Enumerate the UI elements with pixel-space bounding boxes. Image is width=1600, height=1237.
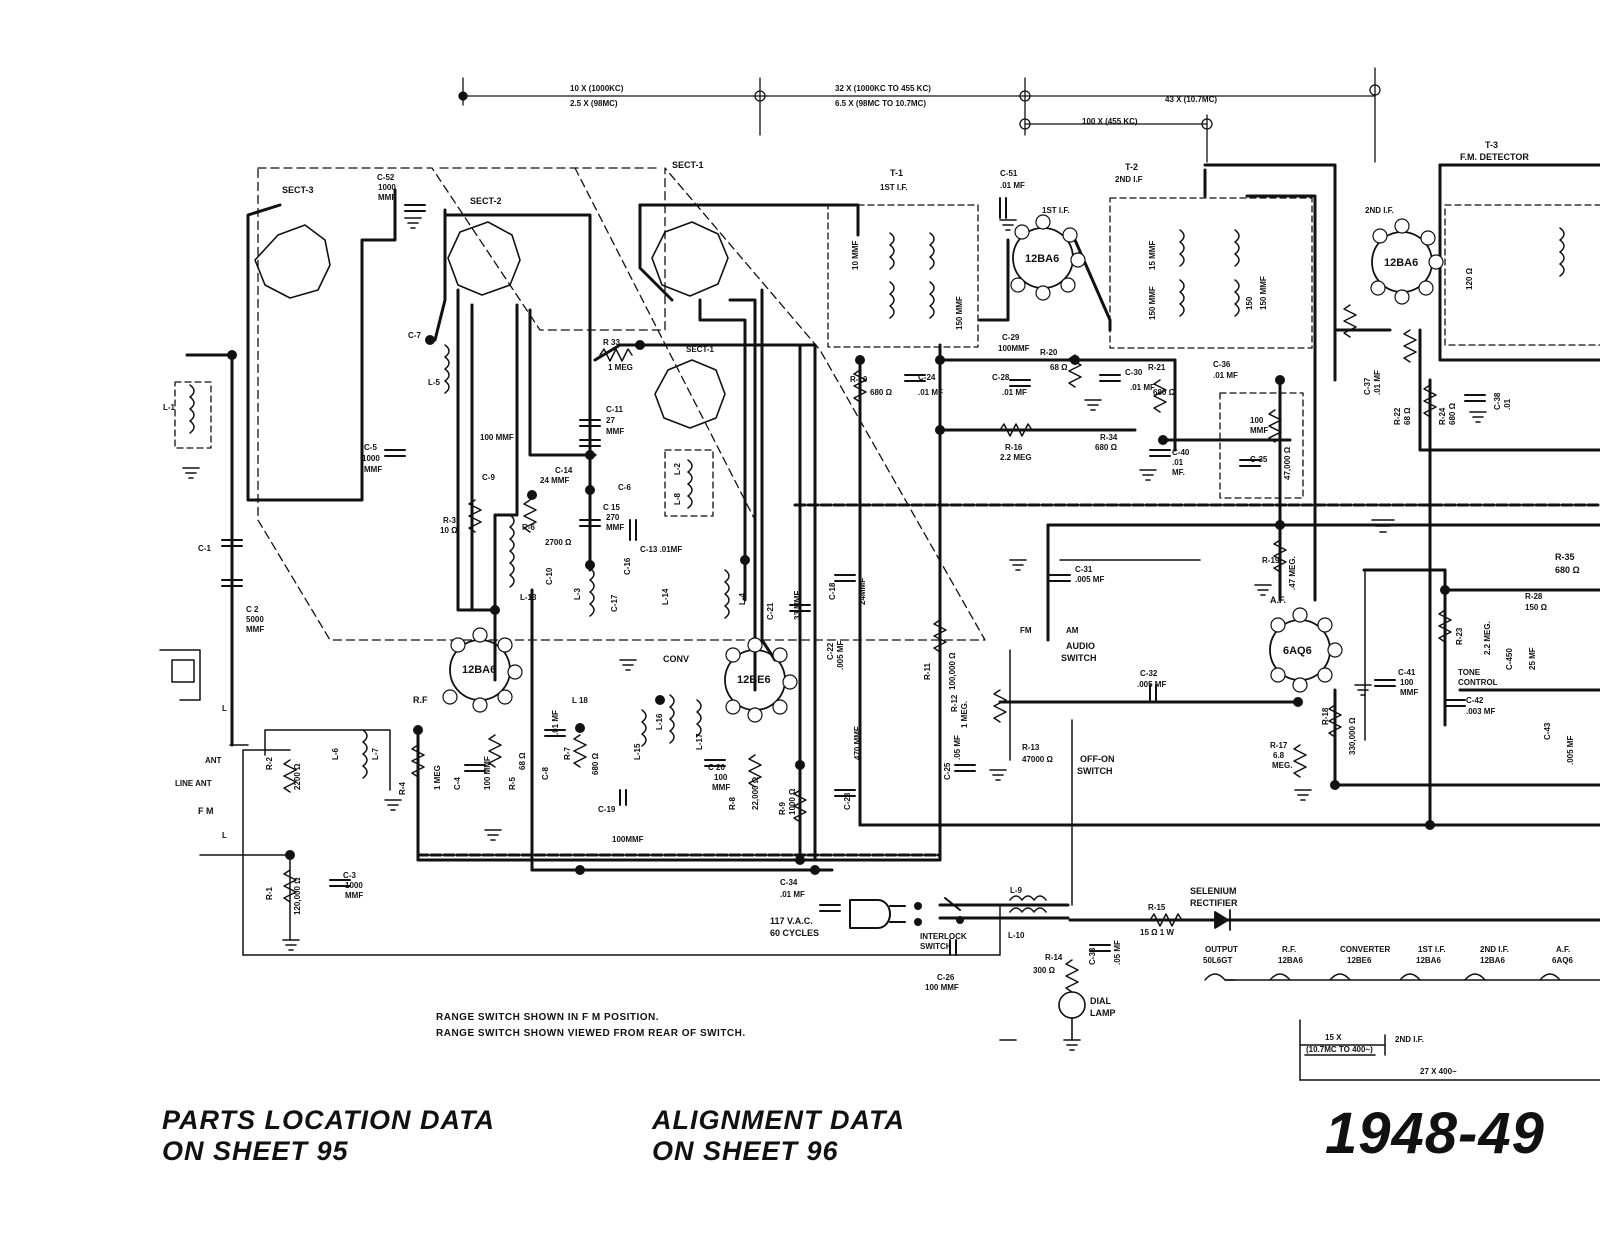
c11-label: C-11 xyxy=(606,405,623,414)
r20-value: 68 Ω xyxy=(1050,363,1068,372)
r17-label: R-17 xyxy=(1270,741,1288,750)
c9-label: C-9 xyxy=(482,473,495,482)
heater-if1-tube: 12BA6 xyxy=(1416,956,1441,965)
r8-value: 22,000 Ω xyxy=(751,776,760,810)
line-plug-symbol xyxy=(850,898,960,928)
c13-label: C-13 .01MF xyxy=(640,545,683,554)
t2-label: T-2 xyxy=(1125,162,1139,172)
c25-label: C-25 xyxy=(943,762,952,780)
line-voltage-label: 117 V.A.C. xyxy=(770,916,813,926)
l16-label: L-16 xyxy=(655,713,664,730)
tone-control-label-2: CONTROL xyxy=(1458,678,1498,687)
thin-wiring xyxy=(160,560,1600,1080)
r10-value: 680 Ω xyxy=(870,388,892,397)
ground-symbols xyxy=(183,218,1486,1050)
r5-value: 68 Ω xyxy=(518,752,527,770)
r8-label: R-8 xyxy=(728,797,737,810)
c31-value: .005 MF xyxy=(1075,575,1105,584)
r6-label: R-6 xyxy=(522,523,535,532)
c26-label: C-26 xyxy=(937,973,955,982)
tube-conv-label: 12BE6 xyxy=(737,674,771,686)
c2-label: C 2 xyxy=(246,605,259,614)
lower-dim-1-bottom: (10.7MC TO 400~) xyxy=(1306,1045,1373,1054)
sect-1b-label: SECT-1 xyxy=(686,345,715,354)
sect-1-label: SECT-1 xyxy=(672,160,704,170)
r10-label: R-10 xyxy=(850,375,868,384)
c19-label: C-19 xyxy=(598,805,616,814)
c35-unit: MMF xyxy=(1250,426,1269,435)
heater-conv-tube: 12BE6 xyxy=(1347,956,1372,965)
c40-value: .01 xyxy=(1172,458,1184,467)
r18-value: 330,000 Ω xyxy=(1348,717,1357,755)
r11-label: R-11 xyxy=(923,663,932,680)
r7-label: R-7 xyxy=(563,747,572,760)
heater-string xyxy=(1205,974,1600,980)
c16-label: C-16 xyxy=(623,557,632,575)
c19-value: 100MMF xyxy=(612,835,644,844)
c6-label: C-6 xyxy=(618,483,631,492)
c5-value: 1000 xyxy=(362,454,380,463)
c38-value: .01 xyxy=(1503,398,1512,410)
r3-value: 10 Ω xyxy=(440,526,458,535)
heater-output-tube: 50L6GT xyxy=(1203,956,1233,965)
heater-rf-label: R.F. xyxy=(1282,945,1297,954)
c5-unit: MMF xyxy=(364,465,383,474)
heater-af-tube: 6AQ6 xyxy=(1552,956,1573,965)
r24-value: 680 Ω xyxy=(1448,403,1457,425)
tube-af-label: 6AQ6 xyxy=(1283,645,1312,657)
stage-af-label: A.F. xyxy=(1270,595,1287,605)
c15-label: C 15 xyxy=(603,503,620,512)
r28-label: R-28 xyxy=(1525,592,1543,601)
c52-unit: MMF xyxy=(378,193,397,202)
note-line-1: RANGE SWITCH SHOWN IN F M POSITION. xyxy=(436,1012,660,1023)
heater-conv-label: CONVERTER xyxy=(1340,945,1391,954)
c37-label: C-37 xyxy=(1363,377,1372,395)
c3-label: C-3 xyxy=(343,871,356,880)
selenium-rectifier-symbol xyxy=(1215,910,1230,930)
antenna-line-label: LINE ANT xyxy=(175,779,212,788)
r17-value: 6.8 xyxy=(1273,751,1285,760)
r13-label: R-13 xyxy=(1022,743,1040,752)
c20-value: 100 xyxy=(714,773,728,782)
c41-unit: MMF xyxy=(1400,688,1419,697)
c24-label: C-24 xyxy=(918,373,936,382)
audio-switch-label-2: SWITCH xyxy=(1061,653,1097,663)
dim-4-top: 100 X (455 KC) xyxy=(1082,117,1138,126)
l17-label: L-17 xyxy=(695,733,704,750)
offon-switch-label-1: OFF-ON xyxy=(1080,754,1115,764)
l14-label: L-14 xyxy=(661,588,670,605)
r3-label: R-3 xyxy=(443,516,456,525)
junction-dots xyxy=(227,335,1450,924)
audio-switch-label-1: AUDIO xyxy=(1066,641,1095,651)
dim-1-bottom: 2.5 X (98MC) xyxy=(570,99,618,108)
wiring xyxy=(187,165,1600,920)
c10-label: C-10 xyxy=(545,567,554,585)
antenna-l1-label: L xyxy=(222,831,227,840)
l15-label: L-15 xyxy=(633,743,642,760)
c52-label: C-52 xyxy=(377,173,395,182)
tube-if1-label: 12BA6 xyxy=(1025,253,1060,265)
c18-value: 24MMF xyxy=(858,577,867,605)
tube-rf-label: 12BA6 xyxy=(462,664,497,676)
c30-value: .01 MF xyxy=(1130,383,1155,392)
l1-label: L-1 xyxy=(163,403,175,412)
heater-rf-tube: 12BA6 xyxy=(1278,956,1303,965)
c40-unit: MF. xyxy=(1172,468,1185,477)
r2-label: R-2 xyxy=(265,757,274,770)
c450-label: C-450 xyxy=(1505,648,1514,670)
l5-label: L-5 xyxy=(428,378,440,387)
l9-label: L-9 xyxy=(1010,886,1022,895)
r20-label: R-20 xyxy=(1040,348,1058,357)
c23-value: 470 MMF xyxy=(853,726,862,760)
switch-fm-label: FM xyxy=(1020,626,1032,635)
mmf150c-label: 150 MMF xyxy=(1259,276,1268,310)
c20-label: C 20 xyxy=(708,763,725,772)
c52-value: 1000 xyxy=(378,183,396,192)
c41-value: 100 xyxy=(1400,678,1414,687)
c34-value: .01 MF xyxy=(780,890,805,899)
r24-label: R-24 xyxy=(1438,407,1447,425)
c30-label: C-30 xyxy=(1125,368,1143,377)
r9-label: R-9 xyxy=(778,802,787,815)
c35-value: 100 xyxy=(1250,416,1264,425)
parts-location-line-2: ON SHEET 95 xyxy=(162,1136,349,1166)
c36-value: .01 MF xyxy=(1213,371,1238,380)
range-switch-wafers xyxy=(255,222,728,428)
c28-label: C-28 xyxy=(992,373,1010,382)
lower-dim-2: 27 X 400~ xyxy=(1420,1067,1457,1076)
l7-label: L-7 xyxy=(371,748,380,760)
r35-label: R-35 xyxy=(1555,552,1575,562)
c15-value: 270 xyxy=(606,513,620,522)
lower-dim-1-top: 15 X xyxy=(1325,1033,1342,1042)
dim-2-bottom: 6.5 X (98MC TO 10.7MC) xyxy=(835,99,926,108)
c14-value: 24 MMF xyxy=(540,476,570,485)
dim-1-top: 10 X (1000KC) xyxy=(570,84,624,93)
c51-label: C-51 xyxy=(1000,169,1018,178)
l3-label: L-3 xyxy=(573,588,582,600)
l18-label: L 18 xyxy=(572,696,588,705)
tone-control-label-1: TONE xyxy=(1458,668,1481,677)
r15-value: 15 Ω 1 W xyxy=(1140,928,1174,937)
lower-dim-1-end: 2ND I.F. xyxy=(1395,1035,1424,1044)
c43-value: .005 MF xyxy=(1566,735,1575,765)
r11-value: 100,000 Ω xyxy=(948,652,957,690)
selenium-label-1: SELENIUM xyxy=(1190,886,1237,896)
c40-label: C-40 xyxy=(1172,448,1190,457)
c31-label: C-31 xyxy=(1075,565,1093,574)
r7-value: 680 Ω xyxy=(591,753,600,775)
interlock-switch-label-1: INTERLOCK xyxy=(920,932,967,941)
c32-value: .005 MF xyxy=(1137,680,1167,689)
year-label: 1948-49 xyxy=(1325,1101,1545,1166)
c20-unit: MMF xyxy=(712,783,731,792)
c7-label: C-7 xyxy=(408,331,421,340)
mmf150b-label: 150 MMF xyxy=(1148,286,1157,320)
alignment-data-note xyxy=(652,1105,905,1167)
c8-value: .01 MF xyxy=(551,710,560,735)
t3-label: T-3 xyxy=(1485,140,1499,150)
c4-label: C-4 xyxy=(453,777,462,790)
c1-label: C-1 xyxy=(198,544,211,553)
r18-label: R-18 xyxy=(1321,707,1330,725)
c4-value: 100 MMF xyxy=(483,756,492,790)
line-freq-label: 60 CYCLES xyxy=(770,928,820,938)
r22-label: R-22 xyxy=(1393,407,1402,425)
gain-dimension-lines xyxy=(459,68,1380,162)
c450-value: 25 MF xyxy=(1528,647,1537,670)
r22-value: 68 Ω xyxy=(1403,407,1412,425)
c9-value: 100 MMF xyxy=(480,433,514,442)
c3-value: 1000 xyxy=(345,881,363,890)
r19-value: .47 MEG. xyxy=(1288,556,1297,590)
r34-label: R-34 xyxy=(1100,433,1118,442)
dashed-bus xyxy=(418,505,1600,855)
parts-location-note xyxy=(162,1105,495,1167)
c36-label: C-36 xyxy=(1213,360,1231,369)
r1-value: 120,000 Ω xyxy=(293,877,302,915)
c22-value: .005 MF xyxy=(836,640,845,670)
c5-label: C-5 xyxy=(364,443,377,452)
c26-value: 100 MMF xyxy=(925,983,959,992)
r33-value: 1 MEG xyxy=(608,363,633,372)
c29-value: 100MMF xyxy=(998,344,1030,353)
l4-label: L-4 xyxy=(738,593,747,605)
dial-lamp-label-2: LAMP xyxy=(1090,1008,1116,1018)
r14-value: 300 Ω xyxy=(1033,966,1055,975)
r19-label: R-19 xyxy=(1262,556,1280,565)
t1-desc: 1ST I.F. xyxy=(880,183,908,192)
r33-label: R 33 xyxy=(603,338,620,347)
dim-2-top: 32 X (1000KC TO 455 KC) xyxy=(835,84,931,93)
c28-value: .01 MF xyxy=(1002,388,1027,397)
c51-value: .01 MF xyxy=(1000,181,1025,190)
heater-af-label: A.F. xyxy=(1556,945,1571,954)
l8-label: L-8 xyxy=(673,493,682,505)
sect-2-label: SECT-2 xyxy=(470,196,502,206)
r120-label: 120 Ω xyxy=(1465,268,1474,290)
parts-location-line-1: PARTS LOCATION DATA xyxy=(162,1105,495,1135)
c17-label: C-17 xyxy=(610,594,619,612)
t3-desc: F.M. DETECTOR xyxy=(1460,152,1529,162)
heater-if2-tube: 12BA6 xyxy=(1480,956,1505,965)
c14-label: C-14 xyxy=(555,466,573,475)
alignment-line-1: ALIGNMENT DATA xyxy=(652,1105,905,1135)
r6-value: 2700 Ω xyxy=(545,538,572,547)
c22-label: C-22 xyxy=(826,642,835,660)
r28-value: 150 Ω xyxy=(1525,603,1547,612)
heater-if2-label: 2ND I.F. xyxy=(1480,945,1509,954)
r16-label: R-16 xyxy=(1005,443,1023,452)
c42-value: .003 MF xyxy=(1466,707,1496,716)
tube-if2-label: 12BA6 xyxy=(1384,257,1419,269)
t1-label: T-1 xyxy=(890,168,904,178)
r16-value: 2.2 MEG xyxy=(1000,453,1032,462)
c21-value: 33 MMF xyxy=(793,590,802,620)
c11-unit: MMF xyxy=(606,427,625,436)
r14-label: R-14 xyxy=(1045,953,1063,962)
r23-value: 2.2 MEG. xyxy=(1483,621,1492,655)
r34-value: 680 Ω xyxy=(1095,443,1117,452)
r21-value: 680 Ω xyxy=(1153,388,1175,397)
mmf150-label: 150 MMF xyxy=(955,296,964,330)
r1-label: R-1 xyxy=(265,887,274,900)
note-line-2: RANGE SWITCH SHOWN VIEWED FROM REAR OF SWITCH. xyxy=(436,1028,746,1039)
r2-value: 2200 Ω xyxy=(293,763,302,790)
r23-label: R-23 xyxy=(1455,627,1464,645)
r13-value: 47000 Ω xyxy=(1022,755,1053,764)
c41-label: C-41 xyxy=(1398,668,1416,677)
c32-label: C-32 xyxy=(1140,669,1158,678)
offon-switch-label-2: SWITCH xyxy=(1077,766,1113,776)
c3-unit: MMF xyxy=(345,891,364,900)
r12-value: 1 MEG. xyxy=(960,700,969,728)
l10-label: L-10 xyxy=(1008,931,1025,940)
heater-if1-label: 1ST I.F. xyxy=(1418,945,1446,954)
c42-label: C-42 xyxy=(1466,696,1484,705)
c11-value: 27 xyxy=(606,416,615,425)
r5-label: R-5 xyxy=(508,777,517,790)
r35-value: 680 Ω xyxy=(1555,565,1580,575)
c35-label: C-35 xyxy=(1250,455,1268,464)
mmf10-label: 10 MMF xyxy=(851,240,860,270)
c37-value: .01 MF xyxy=(1373,370,1382,395)
c8-label: C-8 xyxy=(541,767,550,780)
antenna-l2-label: L xyxy=(222,704,227,713)
r9-value: 1000 Ω xyxy=(788,788,797,815)
dim-3-top: 43 X (10.7MC) xyxy=(1165,95,1218,104)
stage-if1-label: 1ST I.F. xyxy=(1042,206,1070,215)
alignment-line-2: ON SHEET 96 xyxy=(652,1136,839,1166)
selenium-label-2: RECTIFIER xyxy=(1190,898,1238,908)
mmf15-label: 15 MMF xyxy=(1148,240,1157,270)
dial-lamp-symbol xyxy=(1059,992,1085,1040)
t2-desc: 2ND I.F xyxy=(1115,175,1143,184)
c2-value: 5000 xyxy=(246,615,264,624)
switch-am-label: AM xyxy=(1066,626,1079,635)
c33-value: .05 MF xyxy=(1113,940,1122,965)
c25-value: .05 MF xyxy=(953,735,962,760)
l13-label: L-13 xyxy=(520,593,537,602)
antenna-fm-label: F M xyxy=(198,806,214,816)
dial-lamp-label-1: DIAL xyxy=(1090,996,1111,1006)
r47k-label: 47,000 Ω xyxy=(1283,446,1292,480)
c21-label: C-21 xyxy=(766,602,775,620)
r4-value: 1 MEG xyxy=(433,765,442,790)
stage-conv-label: CONV xyxy=(663,654,690,664)
c24-value: .01 MF xyxy=(918,388,943,397)
stage-rf-label: R.F xyxy=(413,695,428,705)
r12-label: R-12 xyxy=(950,694,959,712)
interlock-switch-label-2: SWITCH xyxy=(920,942,952,951)
r4-label: R-4 xyxy=(398,782,407,795)
mmf150d-label: 150 xyxy=(1245,296,1254,310)
r15-label: R-15 xyxy=(1148,903,1166,912)
r17-unit: MEG. xyxy=(1272,761,1293,770)
heater-output-label: OUTPUT xyxy=(1205,945,1238,954)
c18-label: C-18 xyxy=(828,582,837,600)
c38-label: C-38 xyxy=(1493,392,1502,410)
l6-label: L-6 xyxy=(331,748,340,760)
sect-3-label: SECT-3 xyxy=(282,185,314,195)
c23-label: C-23 xyxy=(843,792,852,810)
r21-label: R-21 xyxy=(1148,363,1166,372)
antenna-ant-label: ANT xyxy=(205,756,222,765)
c33-label: C-33 xyxy=(1088,947,1097,965)
c34-label: C-34 xyxy=(780,878,798,887)
l2-label: L-2 xyxy=(673,463,682,475)
c2-unit: MMF xyxy=(246,625,265,634)
c43-label: C-43 xyxy=(1543,722,1552,740)
stage-if2-label: 2ND I.F. xyxy=(1365,206,1394,215)
c29-label: C-29 xyxy=(1002,333,1020,342)
c15-unit: MMF xyxy=(606,523,625,532)
